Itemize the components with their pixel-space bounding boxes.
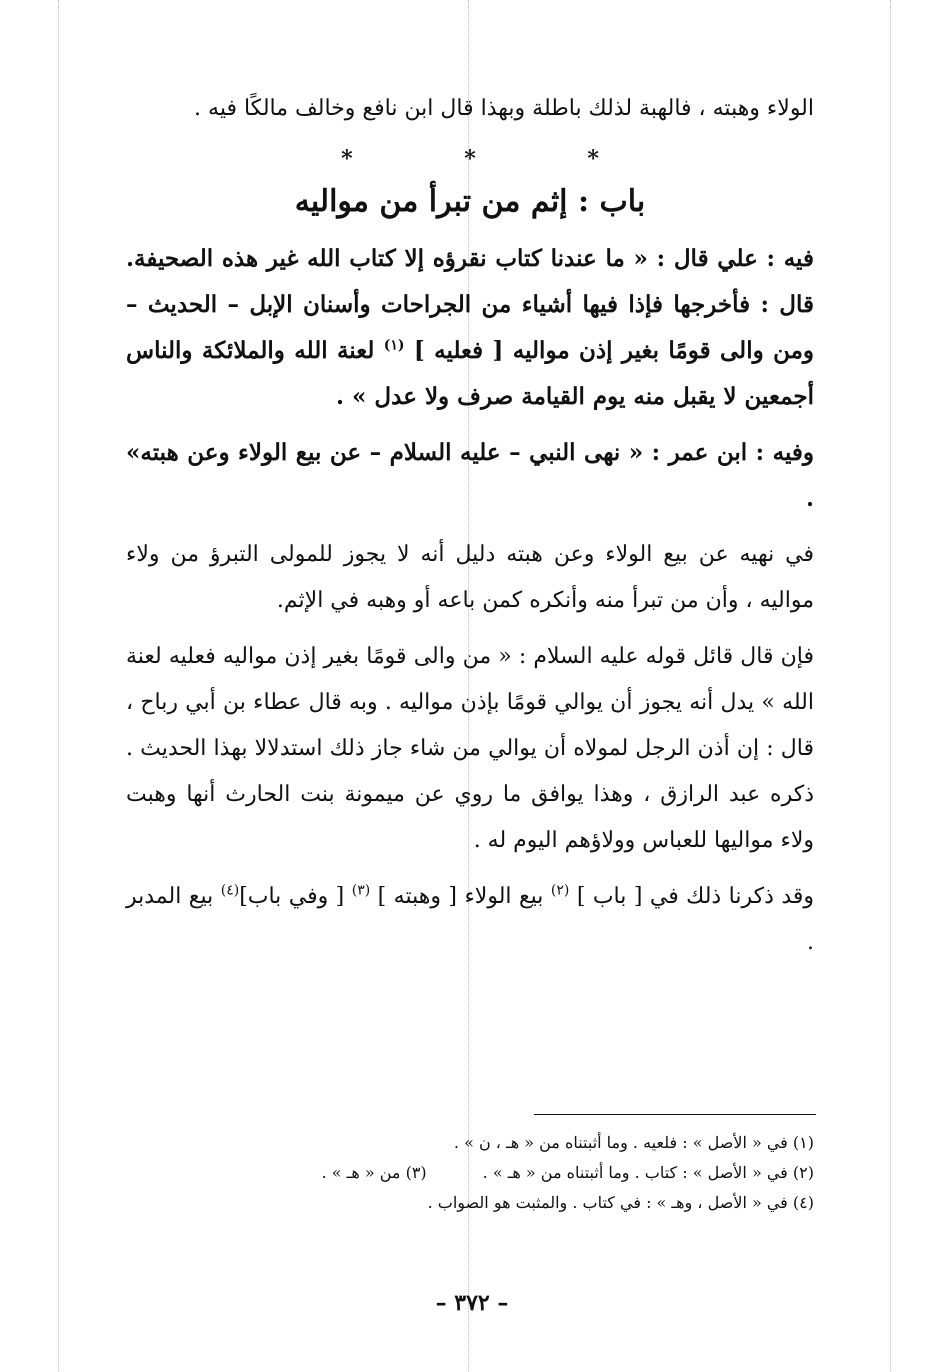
- footnote-text: (١) في « الأصل » : فلعيه . وما أثبتناه من « هـ ، ن » .: [453, 1133, 814, 1152]
- footnote-text: (٤) في « الأصل ، وهـ » : في كتاب . والمثبت هو الصواب .: [427, 1193, 814, 1212]
- footnote-ref-3: (٣): [351, 882, 371, 899]
- hadith-paragraph-1: [126, 236, 814, 420]
- page-body: [126, 86, 814, 976]
- footnote-1: [126, 1128, 814, 1158]
- commentary-paragraph-2: فإن قال قائل قوله عليه السلام : « من والى قومًا بغير إذن مواليه فعليه لعنة الله » يدل أنه يجوز أن يوالي قومًا بإذن مواليه . وبه قال عطاء بن أبي رباح ، قال : إن أذن الرجل لمولاه أن يوالي من شاء جاز ذلك استدلالا بهذا الحديث . ذكره عبد الرازق ، وهذا يوافق ما روي عن ميمونة بنت الحارث أنها وهبت ولاء مواليها للعباس وولاؤهم اليوم له .: [126, 644, 814, 853]
- footnote-4: [126, 1188, 814, 1218]
- footnote-2-3: [126, 1158, 814, 1188]
- hadith-text: فيه : علي قال : « ما عندنا كتاب نقرؤه إلا كتاب الله غير هذه الصحيفة. قال : فأخرجها فإذا فيها أشياء من الجراحات وأسنان الإبل – الحديث – ومن والى قومًا بغير إذن مواليه [ فعليه ]: [126, 245, 815, 364]
- footnote-ref-4: (٤): [220, 882, 240, 899]
- intro-paragraph: الولاء وهبته ، فالهبة لذلك باطلة وبهذا قال ابن نافع وخالف مالكًا فيه .: [194, 96, 814, 121]
- footnote-text: (٢) في « الأصل » : كتاب . وما أثبتناه من « هـ » .: [482, 1163, 814, 1182]
- commentary-paragraph-1: في نهيه عن بيع الولاء وعن هبته دليل أنه لا يجوز للمولى التبرؤ من ولاء مواليه ، وأن من تبرأ منه وأنكره كمن باعه أو وهبه في الإثم.: [126, 542, 814, 613]
- scan-guide-line: [890, 0, 891, 1372]
- footnote-ref-1: (١): [383, 337, 405, 354]
- text-segment: [ وفي باب]: [239, 884, 345, 909]
- footnotes: [126, 1128, 814, 1218]
- hadith-paragraph-2: وفيه : ابن عمر : « نهى النبي – عليه السلام – عن بيع الولاء وعن هبته» .: [126, 439, 814, 512]
- commentary-paragraph-3: [126, 874, 814, 966]
- footnote-text: (٣) من « هـ » .: [321, 1163, 427, 1182]
- footnote-separator: [534, 1114, 816, 1115]
- text-segment: وقد ذكرنا ذلك في [ باب ]: [576, 884, 815, 909]
- page-number: – ٣٧٢ –: [435, 1290, 509, 1316]
- hadith-text-end: لعنة الله والملائكة والناس أجمعين لا يقبل منه يوم القيامة صرف ولا عدل » .: [126, 337, 814, 410]
- scan-guide-line: [58, 0, 59, 1372]
- chapter-heading: باب : إثم من تبرأ من مواليه: [294, 184, 646, 219]
- text-segment: بيع المدبر .: [126, 884, 814, 955]
- text-segment: بيع الولاء [ وهبته ]: [377, 884, 544, 909]
- footnote-ref-2: (٢): [550, 882, 570, 899]
- section-separator: * * *: [341, 146, 651, 172]
